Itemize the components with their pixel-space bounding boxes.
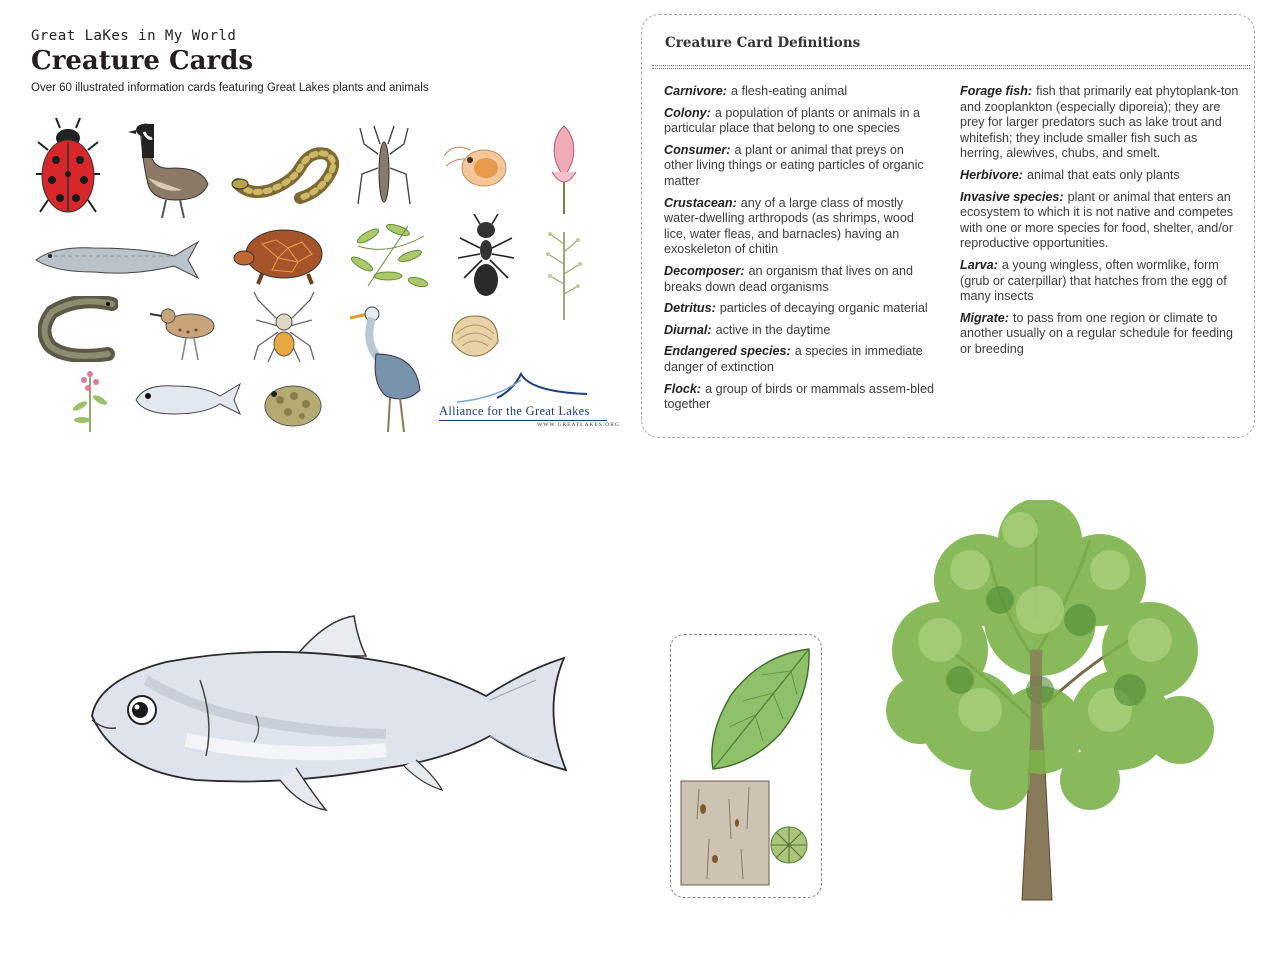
- snake-icon: [230, 140, 340, 204]
- definition-text: an organism that lives on and breaks down dead organisms: [664, 263, 914, 294]
- divider: [652, 65, 1250, 66]
- leaf-icon: [701, 645, 815, 775]
- definition-entry: [960, 311, 1240, 358]
- definition-text: a young wingless, often wormlike, form (grub or caterpillar) that hatches from the egg of many insects: [960, 257, 1227, 304]
- definition-entry: [664, 344, 936, 375]
- definition-term: Forage fish:: [960, 84, 1033, 98]
- ladybug-icon: [36, 114, 100, 218]
- definition-term: Decomposer:: [664, 263, 745, 278]
- spider-icon: [252, 290, 316, 370]
- pink-flower-icon: [544, 122, 584, 214]
- definition-entry: [664, 264, 936, 295]
- wave-logo-icon: [437, 372, 609, 404]
- alliance-logo-url: WWW.GREATLAKES.ORG: [537, 422, 620, 428]
- definition-term: Herbivore:: [960, 167, 1023, 182]
- definition-term: Crustacean:: [664, 195, 737, 210]
- definition-text: a species in immediate danger of extinction: [664, 344, 923, 374]
- page-subtitle: Over 60 illustrated information cards featuring Great Lakes plants and animals: [31, 82, 429, 94]
- definition-entry: [664, 84, 936, 100]
- definition-term: Larva:: [960, 257, 998, 272]
- definition-term: Invasive species:: [960, 189, 1064, 204]
- ant-icon: [454, 214, 518, 304]
- definition-text: fish that primarily eat phytoplank-ton and zooplankton (especially diporeia); they are prey for larger predators such as lake trout and whitefish; they include smaller fish such as herring, alewives, chubs, and smelt.: [960, 84, 1239, 161]
- definition-entry: [664, 143, 936, 190]
- definition-text: particles of decaying organic material: [719, 301, 928, 316]
- heron-icon: [346, 304, 426, 434]
- definition-term: Diurnal:: [664, 322, 712, 337]
- definition-entry: [960, 168, 1240, 184]
- grass-icon: [542, 224, 586, 320]
- definition-term: Migrate:: [960, 310, 1009, 325]
- definition-text: animal that eats only plants: [1027, 167, 1180, 182]
- canada-goose-icon: [122, 118, 212, 222]
- aquatic-plant-icon: [348, 216, 432, 292]
- definition-entry: [664, 323, 936, 339]
- definition-entry: [960, 258, 1240, 305]
- definition-text: any of a large class of mostly water-dwelling arthropods (as shrimps, wood lice, water fleas, and barnacles) having an exoskeleton of chitin: [664, 195, 914, 257]
- definition-term: Carnivore:: [664, 84, 727, 98]
- definition-term: Flock:: [664, 381, 702, 396]
- definition-text: to pass from one region or climate to another usually on a regular schedule for feeding or breeding: [960, 310, 1234, 356]
- definition-entry: [664, 301, 936, 317]
- clam-icon: [448, 312, 502, 360]
- definition-term: Detritus:: [664, 301, 716, 316]
- definitions-column-2: [960, 84, 1240, 364]
- definition-text: active in the daytime: [715, 322, 831, 337]
- toad-icon: [260, 378, 326, 430]
- definition-entry: [664, 382, 936, 413]
- series-title: Great LaKes in My World: [31, 28, 237, 44]
- definition-term: Endangered species:: [664, 344, 791, 359]
- definition-term: Consumer:: [664, 142, 731, 157]
- lamprey-icon: [38, 296, 118, 362]
- definitions-title: Creature Card Definitions: [665, 35, 861, 51]
- alliance-logo-name: Alliance for the Great Lakes: [439, 404, 590, 418]
- box-turtle-icon: [232, 222, 332, 286]
- definition-term: Colony:: [664, 105, 711, 120]
- zooplankton-icon: [440, 136, 510, 192]
- definitions-column-1: [664, 84, 936, 419]
- seed-husk-icon: [765, 821, 813, 869]
- definition-entry: [664, 106, 936, 137]
- definition-text: plant or animal that enters an ecosystem to which it is not native and competes with one or more species for food, shelter, and/or reproductive opportunities.: [960, 189, 1234, 251]
- definition-entry: [960, 84, 1240, 162]
- definitions-card: [641, 14, 1255, 438]
- alliance-logo: [437, 372, 620, 434]
- tree-illustration: [880, 500, 1220, 904]
- page-title: Creature Cards: [31, 46, 254, 76]
- creature-gallery: [30, 108, 620, 438]
- leaf-bark-card: [670, 634, 822, 898]
- divider: [652, 68, 1250, 69]
- alewife-icon: [134, 380, 244, 418]
- fish-illustration: [86, 610, 570, 820]
- definition-text: a plant or animal that preys on other living things or eating particles of organic matter: [664, 142, 924, 188]
- definition-entry: [960, 190, 1240, 252]
- sandpiper-icon: [150, 300, 224, 362]
- wildflower-icon: [68, 366, 114, 432]
- definition-text: a population of plants or animals in a particular place that belong to one species: [664, 105, 921, 136]
- definition-entry: [664, 196, 936, 258]
- water-strider-icon: [356, 124, 412, 214]
- bark-icon: [679, 779, 771, 887]
- sturgeon-icon: [34, 236, 200, 282]
- definition-text: a group of birds or mammals assem-bled together: [664, 381, 934, 412]
- definition-text: a flesh-eating animal: [731, 84, 848, 98]
